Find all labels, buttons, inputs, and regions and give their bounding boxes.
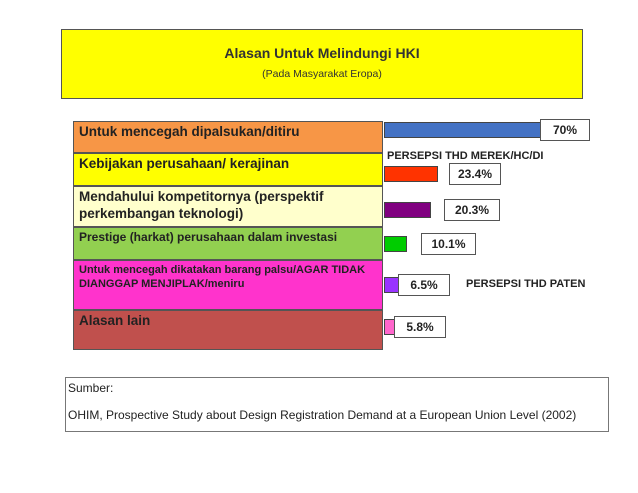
chart-title-box (61, 29, 583, 99)
category-label: Untuk mencegah dipalsukan/ditiru (73, 121, 383, 153)
source-text: OHIM, Prospective Study about Design Registration Demand at a European Union Level (2002) (68, 408, 577, 422)
category-label: Prestige (harkat) perusahaan dalam investasi (73, 227, 383, 260)
category-label: Untuk mencegah dikatakan barang palsu/AGAR TIDAK DIANGGAP MENJIPLAK/meniru (73, 260, 383, 310)
bar (384, 236, 407, 252)
bar-value-label: 6.5% (398, 274, 450, 296)
bar-value-label: 20.3% (444, 199, 500, 221)
bar (384, 122, 545, 138)
bar-value-label: 23.4% (449, 163, 501, 185)
category-label: Alasan lain (73, 310, 383, 350)
source-box (65, 377, 609, 432)
bar-value-label: 70% (540, 119, 590, 141)
chart-subtitle: (Pada Masyarakat Eropa) (262, 68, 382, 80)
chart-title: Alasan Untuk Melindungi HKI (224, 45, 420, 61)
bar (384, 277, 399, 293)
bar-value-label: 10.1% (421, 233, 476, 255)
bar (384, 202, 431, 218)
annotation-merek: PERSEPSI THD MEREK/HC/DI (387, 150, 544, 162)
source-heading: Sumber: (68, 381, 114, 395)
category-label: Mendahului kompetitornya (perspektif perkembangan teknologi) (73, 186, 383, 227)
bar (384, 166, 438, 182)
category-label: Kebijakan perusahaan/ kerajinan (73, 153, 383, 186)
bar-value-label: 5.8% (394, 316, 446, 338)
annotation-paten: PERSEPSI THD PATEN (466, 278, 586, 290)
